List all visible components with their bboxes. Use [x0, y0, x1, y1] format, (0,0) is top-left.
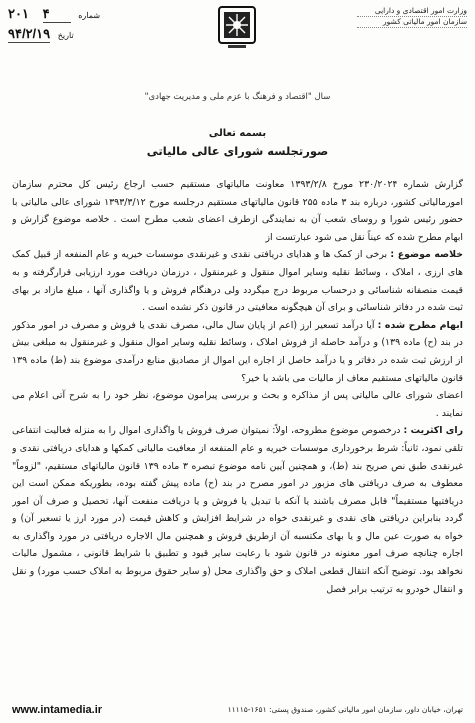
issue-paragraph — [12, 317, 463, 387]
document-title: صورتجلسه شورای عالی مالیاتی — [146, 144, 329, 158]
majority-paragraph — [12, 422, 463, 598]
page-footer — [12, 704, 463, 718]
reference-number-label: شماره — [78, 11, 101, 20]
year-motto: سال "اقتصاد و فرهنگ با عزم ملی و مدیریت جهادی" — [144, 92, 331, 102]
organization-line-1: وزارت امور اقتصادی و دارایی — [357, 6, 467, 17]
postal-address: تهران، خیابان داور، سازمان امور مالیاتی کشور، صندوق پستی: ۱۶۵۱-۱۱۱۱۵ — [227, 705, 463, 714]
majority-text: درخصوص موضوع مطروحه، اولاً: نمیتوان صرف فروش یا واگذاری اموال را به منزله فعالیت انتفاعی تلقی نمود، ثانیاً: شرط برخورداری موسسات خیریه و عام المنفعه از معافیت مالیاتی کمکها و هدایای دریافتی نقدی و غیرنقدی طبق نص صریح بند (ط)، و همچنین آیین نامه موضوع تبصره ۳ ماده ۱۳۹ قانون مالیاتهای مستقیم، "لزوماً" معطوف به صرف دریافتی های مزبور در امور مصرح در بند (ح) ماده پیش گفته بوده، بطوریکه ممکن است این دریافتیها مستقیماً" قابل مصرف باشند یا آنکه با تبدیل یا فروش و یا دریافت منفعت آنها، تحصیل و صرف آن امور گردد بنابراین دریافتی های نقدی و غیرنقدی خواه در شرایط افزایش و کاهش قیمت (در مورد ارز یا تسعیر آن) و خواه به صورت عین مال و یا بهای مکتسبه آن ازطریق فروش و همچنین مال الاجاره دریافتی در مورد واگذاری به اجاره چنانچه صرف امور معنونه در قانون شود با رعایت سایر قیود و تطبیق با شرایط قانونی ، مشمول مالیات نخواهد بود. توضیح آنکه انتقال قطعی املاک و حق واگذاری محل (و سایر حقوق مربوط به املاک حسب مورد) و نقل و انتقال خودرو به ترتیب برابر فصل — [12, 425, 463, 595]
reference-date-value: ۹۴/۲/۱۹ — [8, 26, 51, 41]
reference-date-label: تاریخ — [57, 31, 74, 40]
ministry-logo — [216, 4, 258, 50]
reference-date-line — [8, 26, 78, 43]
organization-line-2: سازمان امور مالیاتی کشور — [357, 17, 467, 28]
organization-block — [357, 6, 467, 28]
reference-block — [8, 4, 158, 54]
issue-label: ابهام مطرح شده : — [377, 319, 463, 331]
reference-number-line — [8, 6, 104, 23]
summary-label: خلاصه موضوع : — [390, 249, 463, 261]
document-body — [12, 176, 463, 672]
reference-number-prefix: ۲۰۱ — [8, 6, 29, 21]
summary-text: برخی از کمک ها و هدایای دریافتی نقدی و غیرنقدی موسسات خیریه و عام المنفعه از قبیل کمک های ارزی ، املاک ، وسائط نقلیه وسایر اموال منقول و غیرمنقول ، درزمان دریافت مورد ارزیابی قرارگرفته و به قیمت منصفانه شناسائی و درحساب مربوط درج میگردد ولی درهنگام فروش و یا واگذاری آنها ، مبلغ مازاد بر بهای ثبت شده در دفاتر شناسائی و برای آن هیچگونه معافیتی در قانون ذکر نشده است . — [12, 249, 463, 314]
bismillah-heading: بسمه تعالی — [208, 128, 267, 139]
intro-paragraph: گزارش شماره ۲۳۰/۲۰۲۴ مورخ ۱۳۹۳/۲/۸ معاونت مالیاتهای مستقیم حسب ارجاع رئیس کل محترم سازمان امورمالیاتی کشور، درباره بند ۳ ماده ۲۵۵ قانون مالیاتهای مستقیم درجلسه مورخ ۱۳۹۳/۳/۱۲ شورای عالی مالیاتی با حضور رئیس شورا و روسای شعب آن به نمایندگی ازطرف اعضای شعب مطرح است . خلاصه موضوع گزارش و ابهام مطرح شده که عیناً نقل می شود عبارتست از — [12, 179, 463, 243]
issue-text: آیا درآمد تسعیر ارز (اعم از پایان سال مالی، مصرف نقدی یا فروش و مصرف در امور مذکور در بند (ح) ماده ۱۳۹) و درآمد حاصله از فروش املاک ، وسائط نقلیه وسایر اموال منقول و غیرمنقول به مبلغی بیش از ارزش ثبت شده در دفاتر و یا درآمد حاصل از اجاره این اموال از مصادیق منابع درآمدی موضوع بند (ط) ماده ۱۳۹ قانون مالیاتهای مستقیم معاف از مالیات می باشد یا خیر؟ — [12, 319, 463, 384]
majority-label: رای اکثریت : — [403, 425, 463, 437]
website-link[interactable]: www.intamedia.ir — [12, 704, 103, 716]
summary-paragraph — [12, 246, 463, 316]
reference-number-value: ۴ — [43, 6, 71, 23]
after-issue-paragraph: اعضای شورای عالی مالیاتی پس از مذاکره و بحث و بررسی پیرامون موضوع، نظر خود را به شرح آتی اعلام می نمایند . — [12, 390, 463, 419]
emblem-icon — [216, 4, 258, 50]
